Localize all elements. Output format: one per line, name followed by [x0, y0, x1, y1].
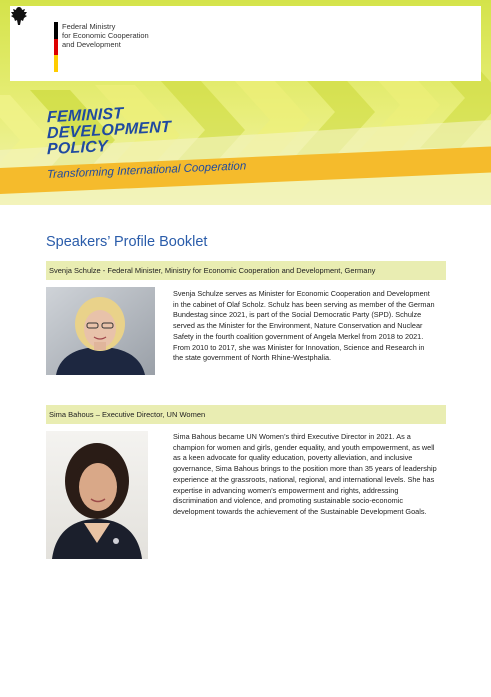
- speaker-header-1: Svenja Schulze - Federal Minister, Ministry for Economic Cooperation and Development, Germany: [46, 261, 446, 280]
- flag-stripe-red: [54, 39, 58, 56]
- eagle-icon: [10, 6, 28, 26]
- banner-title: FEMINIST DEVELOPMENT POLICY: [47, 105, 171, 159]
- ministry-name: Federal Ministry for Economic Cooperation and Development: [62, 22, 149, 49]
- banner-subtitle: Transforming International Cooperation: [47, 160, 247, 181]
- speaker-photo-1: [46, 287, 155, 375]
- speaker-photo-2: [46, 431, 148, 559]
- ministry-logo-box: [10, 6, 481, 81]
- german-flag-bar: [54, 22, 58, 72]
- speaker-bio-1: Svenja Schulze serves as Minister for Economic Cooperation and Development in the cabinet of Olaf Scholz. Schulz has been serving as member of the German Bundestag since 2021, is part of the Social Democratic Party (SPD). Schulze served as the Minister for the Environment, Nature Conservation and Nuclear Safety in the fourth coalition government of Angela Merkel from 2018 to 2021. From 2010 to 2017, she was Minister for Innovation, Science and Research in the state government of North Rhine-Westphalia.: [173, 289, 435, 363]
- header-banner: [0, 0, 491, 205]
- flag-stripe-gold: [54, 55, 58, 72]
- page-title: Speakers’ Profile Booklet: [46, 234, 208, 250]
- speaker-header-2: Sima Bahous – Executive Director, UN Women: [46, 405, 446, 424]
- flag-stripe-black: [54, 22, 58, 39]
- speaker-bio-2: Sima Bahous became UN Women’s third Executive Director in 2021. As a champion for women and girls, gender equality, and youth empowerment, as well as a keen advocate for quality education, poverty alleviation, and inclusive governance, Sima Bahous brings to the position more than 35 years of leadership experience at the grassroots, national, regional, and international levels. She has expertise in advancing women’s empowerment and rights, addressing discrimination and violence, and promoting sustainable socio-economic development towards the achievement of the Sustainable Development Goals.: [173, 432, 437, 516]
